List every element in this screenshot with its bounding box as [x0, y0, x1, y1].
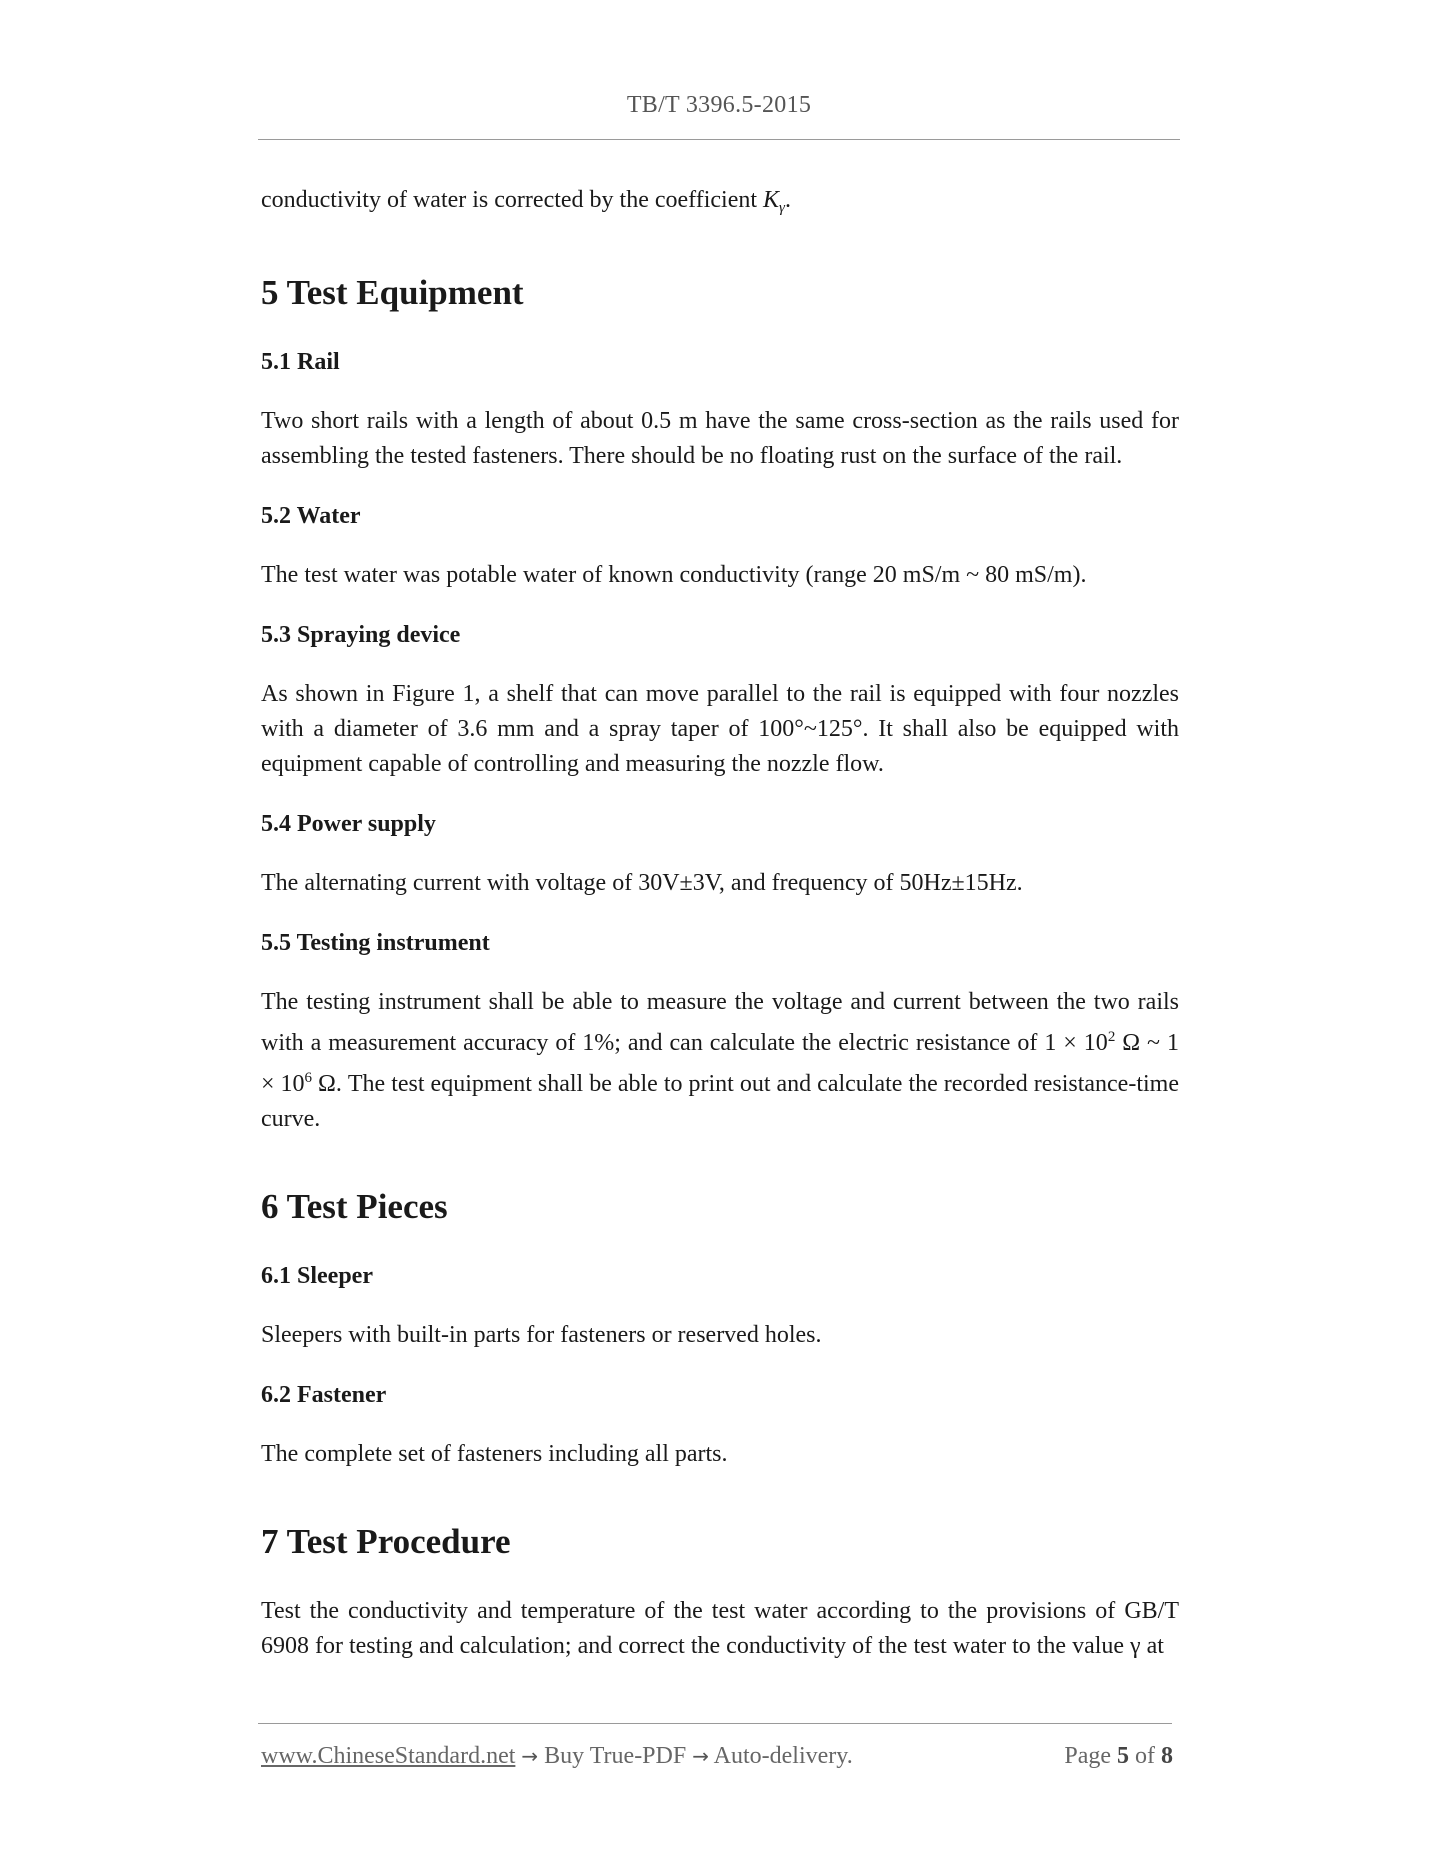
intro-text-after: . — [784, 187, 791, 213]
page-content — [261, 183, 1179, 1664]
coefficient-symbol: K — [763, 187, 780, 213]
arrow-right-icon: → — [521, 1744, 539, 1768]
coefficient-subscript: γ — [779, 200, 785, 216]
intro-paragraph — [261, 183, 1179, 226]
section-6-1-heading: 6.1 Sleeper — [261, 1263, 373, 1289]
exponent-2: 2 — [1107, 1029, 1116, 1045]
section-5-5-heading: 5.5 Testing instrument — [261, 930, 490, 956]
section-5-4-text: The alternating current with voltage of 30V±3V, and frequency of 50Hz±15Hz. — [261, 870, 1023, 896]
footer-promo — [261, 1743, 853, 1770]
section-5-heading: 5 Test Equipment — [261, 273, 524, 312]
section-5-5-text — [261, 985, 1179, 1137]
section-5-5-text-a: The testing instrument shall be able to measure the voltage and current between the two rails with a measurement accuracy of 1%; and can calculate the electric resistance of 1 × 10 — [261, 989, 1179, 1056]
section-5-3-heading: 5.3 Spraying device — [261, 622, 461, 648]
page-indicator — [1064, 1743, 1173, 1770]
section-5-2-text: The test water was potable water of known conductivity (range 20 mS/m ~ 80 mS/m). — [261, 562, 1087, 588]
section-6-2-text: The complete set of fasteners including all parts. — [261, 1441, 728, 1467]
current-page-number: 5 — [1117, 1743, 1129, 1769]
footer-divider — [258, 1723, 1172, 1724]
exponent-6: 6 — [304, 1070, 313, 1086]
intro-text-before: conductivity of water is corrected by the coefficient — [261, 187, 764, 213]
section-5-5-text-c: Ω. The test equipment shall be able to print out and calculate the recorded resistance-time curve. — [261, 1071, 1179, 1132]
section-5-4-heading: 5.4 Power supply — [261, 811, 436, 837]
section-5-2-heading: 5.2 Water — [261, 503, 361, 529]
section-6-heading: 6 Test Pieces — [261, 1187, 448, 1226]
page-label: Page — [1064, 1743, 1111, 1769]
section-7-text: Test the conductivity and temperature of the test water according to the provisions of GB/T 6908 for testing and calculation; and correct the conductivity of the test water to the value γ at — [261, 1598, 1179, 1659]
header-divider — [258, 139, 1180, 140]
arrow-right-icon: → — [692, 1744, 709, 1768]
section-5-1-text: Two short rails with a length of about 0.5 m have the same cross-section as the rails used for assembling the tested fasteners. There should be no floating rust on the surface of the rail. — [261, 408, 1179, 469]
section-5-1-heading: 5.1 Rail — [261, 349, 340, 375]
of-label: of — [1135, 1743, 1155, 1769]
section-6-1-text: Sleepers with built-in parts for fasteners or reserved holes. — [261, 1322, 822, 1348]
section-5-5-text-b: Ω ~ 1 × 10 — [261, 1030, 1180, 1097]
total-page-number: 8 — [1161, 1743, 1173, 1769]
site-link[interactable]: www.ChineseStandard.net — [261, 1743, 516, 1769]
section-6-2-heading: 6.2 Fastener — [261, 1382, 387, 1408]
section-7-heading: 7 Test Procedure — [261, 1522, 511, 1561]
page-header: TB/T 3396.5-2015 — [626, 92, 812, 118]
section-5-3-text: As shown in Figure 1, a shelf that can move parallel to the rail is equipped with four nozzles with a diameter of 3.6 mm and a spray taper of 100°~125°. It shall also be equipped with equipment capable of controlling and measuring the nozzle flow. — [261, 681, 1179, 777]
delivery-text: Auto-delivery. — [708, 1743, 853, 1769]
buy-text: Buy True-PDF — [538, 1743, 693, 1769]
